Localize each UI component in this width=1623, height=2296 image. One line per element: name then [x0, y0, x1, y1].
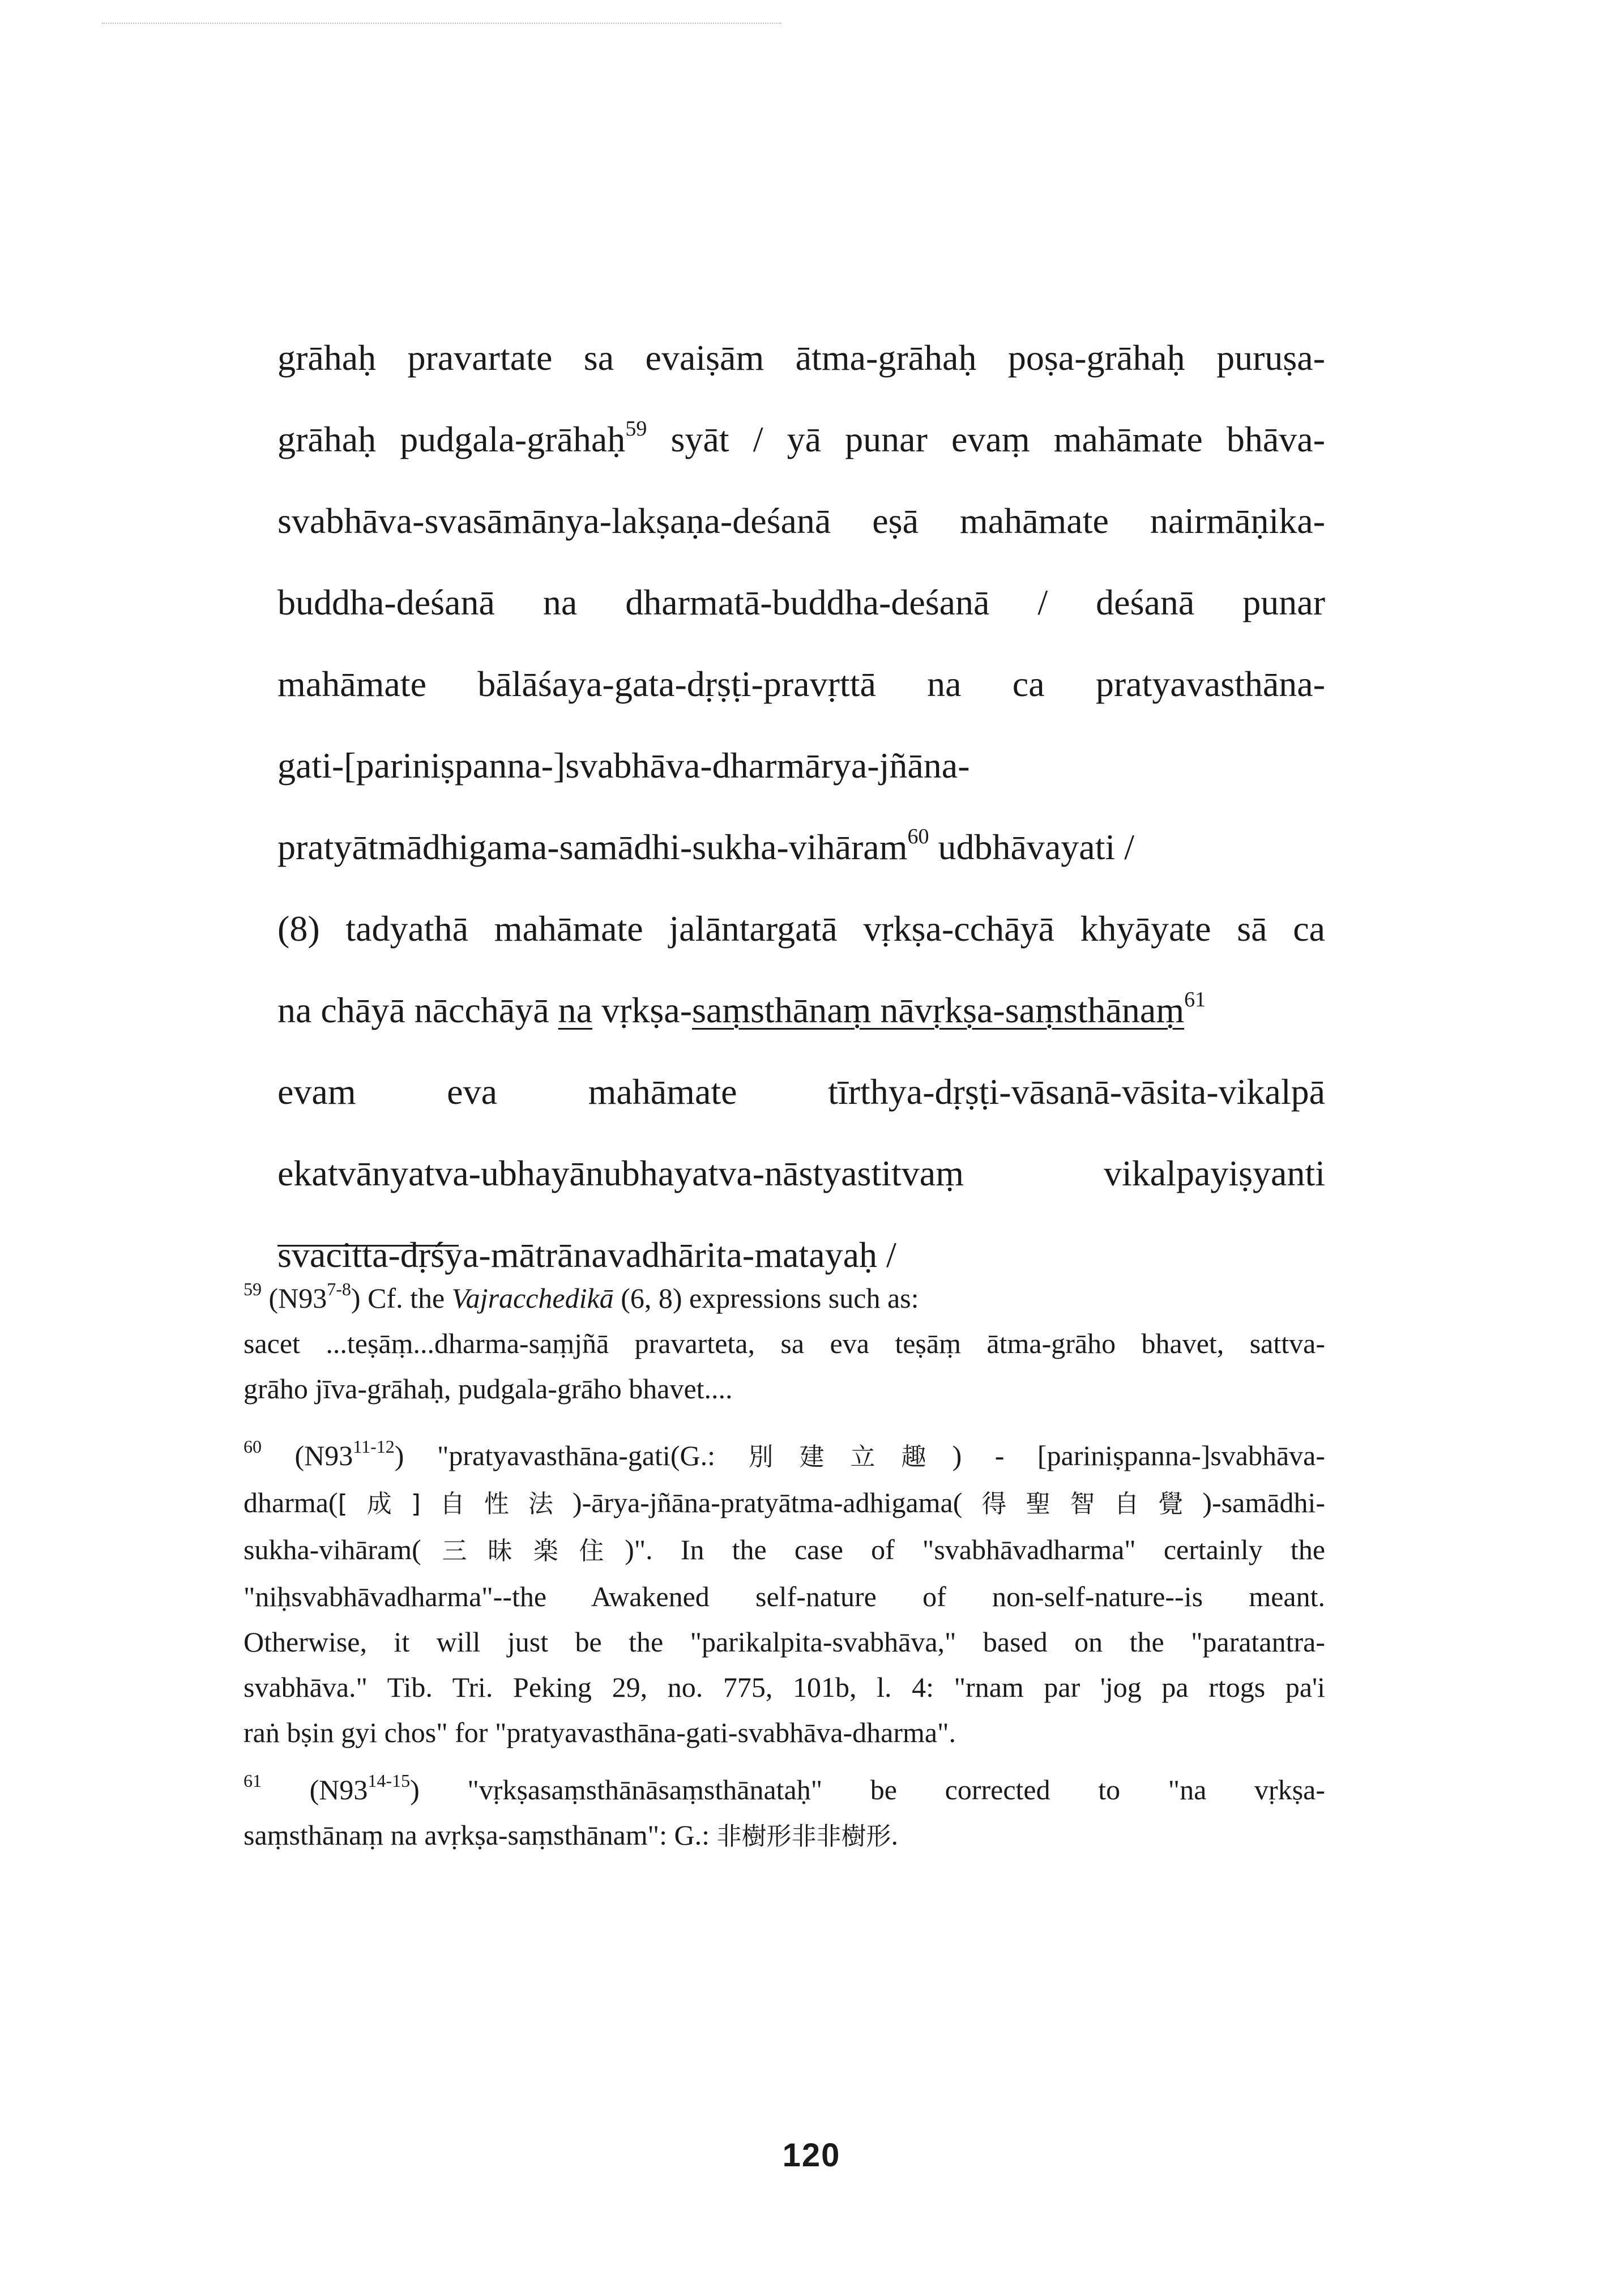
- footnote-59-line-2: sacet ...teṣāṃ...dharma-saṃjñā pravarteta, sa eva teṣāṃ ātma-grāho bhavet, sattva-: [244, 1328, 1325, 1359]
- footnote-60-cjk-3: 得聖智自覺: [962, 1490, 1203, 1518]
- page-number: 120: [782, 2137, 841, 2174]
- main-line-2-a: grāhaḥ pudgala-grāhaḥ: [277, 419, 626, 459]
- footnote-59-number: 59: [244, 1279, 262, 1300]
- main-line-6: gati-[pariniṣpanna-]svabhāva-dharmārya-jñāna-: [277, 745, 970, 786]
- footnote-59-ref-lines: 7-8: [327, 1279, 351, 1300]
- footnote-60-line-1-a: "pratyavasthāna-gati(G.:: [404, 1440, 749, 1471]
- footnote-61-line-2-b: .: [891, 1819, 898, 1851]
- footnote-60-line-3: [244, 1527, 1325, 1574]
- footnote-60-cjk-1: 別建立趣: [748, 1443, 953, 1471]
- footnote-59-line-3: grāho jīva-grāhaḥ, pudgala-grāho bhavet....: [244, 1373, 733, 1405]
- main-line-5: mahāmate bālāśaya-gata-dṛṣṭi-pravṛttā na ca pratyavasthāna-: [277, 664, 1325, 704]
- footnote-60-line-1-b: ) - [pariniṣpanna-]svabhāva-: [952, 1440, 1326, 1471]
- footnote-60-line-7: raṅ bṣin gyi chos" for "pratyavasthāna-gati-svabhāva-dharma".: [244, 1717, 956, 1748]
- footnote-60-cjk-4: 三昧楽住: [421, 1537, 625, 1565]
- footnote-60-line-6: svabhāva." Tib. Tri. Peking 29, no. 775, 101b, l. 4: "rnam par 'jog pa rtogs pa'i: [244, 1671, 1325, 1703]
- footnote-60-line-2-c: )-samādhi-: [1202, 1487, 1325, 1518]
- footnote-61: [244, 1767, 1325, 1859]
- main-line-11: ekatvānyatva-ubhayānubhayatva-nāstyastitvaṃ vikalpayiṣyanti: [277, 1153, 1325, 1193]
- footnote-59: [244, 1275, 1325, 1411]
- footnote-59-line-1: [244, 1275, 1325, 1321]
- main-line-12: svacitta-dṛśya-mātrānavadhārita-matayaḥ /: [277, 1235, 896, 1275]
- main-line-7-a: pratyātmādhigama-samādhi-sukha-vihāram: [277, 827, 908, 867]
- footnote-59-ref-close: ): [351, 1282, 361, 1314]
- footnote-61-line-1-text: "vṛkṣasaṃsthānāsaṃsthānataḥ" be corrected to "na vṛkṣa-: [419, 1774, 1326, 1806]
- footnote-60-line-5: Otherwise, it will just be the "parikalpita-svabhāva," based on the "paratantra-: [244, 1626, 1325, 1658]
- main-line-10: evam eva mahāmate tīrthya-dṛṣṭi-vāsanā-vāsita-vikalpā: [277, 1072, 1325, 1112]
- footnote-60-line-4: "niḥsvabhāvadharma"--the Awakened self-nature of non-self-nature--is meant.: [244, 1581, 1325, 1612]
- footnote-59-text-b: (6, 8) expressions such as:: [613, 1282, 919, 1314]
- footnote-60-line-2-b: )-ārya-jñāna-pratyātma-adhigama(: [572, 1487, 963, 1518]
- main-line-9: [277, 970, 1325, 1051]
- footnote-60-ref-lines: 11-12: [353, 1436, 395, 1457]
- footnote-61-line-1: [244, 1767, 1325, 1812]
- footnote-60-line-2-a: dharma(: [244, 1487, 338, 1518]
- footnote-60-ref-close: ): [394, 1440, 404, 1471]
- main-line-3: svabhāva-svasāmānya-lakṣaṇa-deśanā eṣā mahāmate nairmāṇika-: [277, 501, 1325, 541]
- footnote-59-ref: (N93: [268, 1282, 327, 1314]
- scan-edge-line: [102, 23, 781, 24]
- main-line-2-b: syāt / yā punar evaṃ mahāmate bhāva-: [647, 419, 1326, 459]
- main-line-7: [277, 806, 1325, 888]
- footnote-ref-60: 60: [907, 824, 929, 848]
- footnote-61-line-2: [244, 1812, 1325, 1859]
- underlined-samsthanam: saṃsthānaṃ nāvṛkṣa-saṃsthānaṃ: [692, 990, 1185, 1030]
- footnote-61-line-2-a: saṃsthānaṃ na avṛkṣa-saṃsthānam": G.:: [244, 1819, 717, 1851]
- footnote-61-ref: (N93: [309, 1774, 368, 1806]
- footnote-ref-61: 61: [1184, 987, 1206, 1012]
- footnote-59-title: Vajracchedikā: [451, 1282, 614, 1314]
- footnote-59-text-a: Cf. the: [360, 1282, 452, 1314]
- footnote-61-ref-close: ): [410, 1774, 420, 1806]
- main-line-4: buddha-deśanā na dharmatā-buddha-deśanā / deśanā punar: [277, 582, 1325, 622]
- underlined-na: na: [558, 990, 593, 1030]
- footnote-60: [244, 1433, 1325, 1755]
- main-line-1: grāhaḥ pravartate sa evaiṣām ātma-grāhaḥ poṣa-grāhaḥ puruṣa-: [277, 338, 1325, 378]
- footnote-61-ref-lines: 14-15: [368, 1770, 411, 1791]
- main-line-9-b: vṛkṣa-: [592, 990, 692, 1030]
- footnote-60-line-3-a: sukha-vihāram(: [244, 1534, 421, 1565]
- footnote-60-line-2: [244, 1480, 1325, 1527]
- footnote-separator: [277, 1245, 459, 1247]
- footnote-60-line-3-b: )". In the case of "svabhāvadharma" certainly the: [625, 1534, 1326, 1565]
- main-line-7-b: udbhāvayati /: [929, 827, 1135, 867]
- footnote-60-ref: (N93: [294, 1440, 353, 1471]
- main-line-9-a: na chāyā nācchāyā: [277, 990, 558, 1030]
- footnote-61-number: 61: [244, 1770, 262, 1791]
- footnote-60-number: 60: [244, 1436, 262, 1457]
- footnote-60-line-1: [244, 1433, 1325, 1480]
- footnote-ref-59: 59: [625, 416, 647, 441]
- main-text-block: [277, 317, 1325, 1296]
- footnote-61-cjk: 非樹形非非樹形: [716, 1822, 891, 1851]
- footnote-60-cjk-2: [成]自性法: [338, 1490, 573, 1518]
- main-line-8: (8) tadyathā mahāmate jalāntargatā vṛkṣa-cchāyā khyāyate sā ca: [277, 908, 1325, 949]
- main-line-2: [277, 399, 1325, 480]
